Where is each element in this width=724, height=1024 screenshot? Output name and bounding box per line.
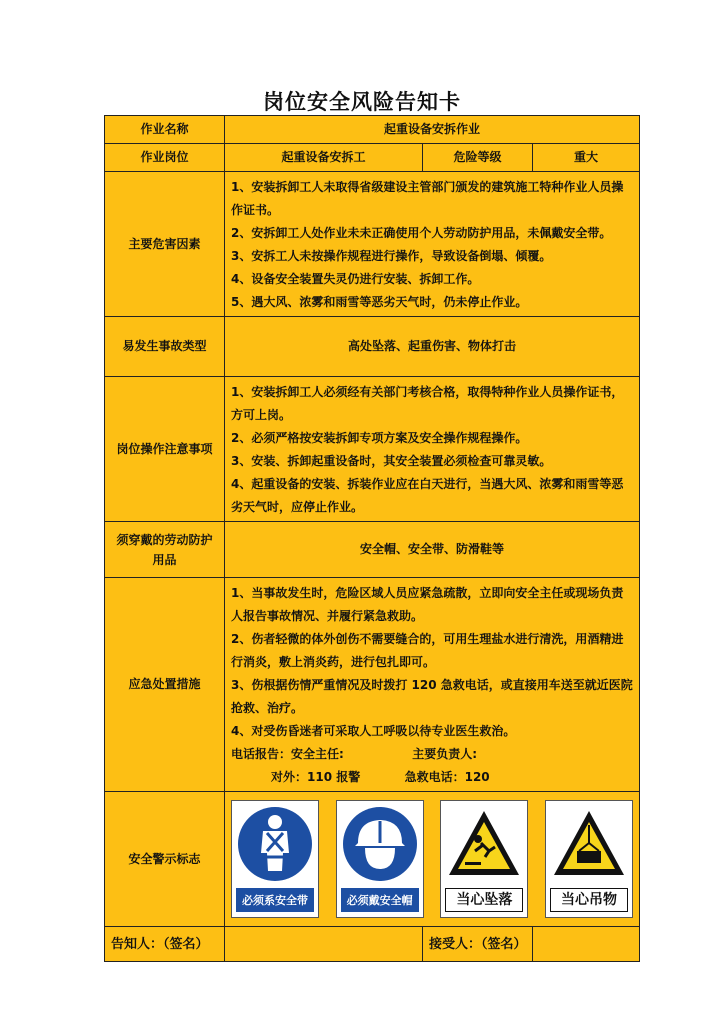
emergency-item: 1、当事故发生时，危险区域人员应紧急疏散，立即向安全主任或现场负责人报告事故情况、并履行紧急救助。 xyxy=(231,586,624,623)
signs-row xyxy=(105,792,640,927)
card-title: 岗位安全风险告知卡 xyxy=(263,90,461,114)
fall-warning-icon xyxy=(445,805,523,883)
first-aid-phone: 急救电话：120 xyxy=(404,770,490,784)
ppe-value: 安全帽、安全带、防滑鞋等 xyxy=(225,522,640,578)
caution-item: 4、起重设备的安装、拆装作业应在白天进行，当遇大风、浓雾和雨雪等恶劣天气时，应停止作业。 xyxy=(231,477,624,514)
sign-caption: 必须戴安全帽 xyxy=(341,888,419,912)
caution-item: 3、安装、拆卸起重设备时，其安全装置必须检查可靠灵敏。 xyxy=(231,454,552,468)
signs-strip xyxy=(225,800,639,918)
sign-helmet xyxy=(336,800,424,918)
sign-caption: 当心吊物 xyxy=(550,888,628,912)
signs-cell xyxy=(225,792,640,927)
emergency-item: 4、对受伤昏迷者可采取人工呼吸以待专业医生救治。 xyxy=(231,724,516,738)
sign-hanging-load xyxy=(545,800,633,918)
caution-item: 2、必须严格按安装拆卸专项方案及安全操作规程操作。 xyxy=(231,431,528,445)
sign-harness xyxy=(231,800,319,918)
emergency-item: 3、伤根据伤情严重情况及时拨打 120 急救电话，或直接用车送至就近医院抢救、治疗。 xyxy=(231,678,633,715)
risk-level-label: 危险等级 xyxy=(423,144,533,172)
signs-label: 安全警示标志 xyxy=(105,792,225,927)
emergency-list xyxy=(225,578,640,792)
hazard-item: 2、安拆卸工人处作业未未正确使用个人劳动防护用品，未佩戴安全带。 xyxy=(231,226,612,240)
external-phone: 对外：110 报警 xyxy=(271,770,361,784)
ppe-label: 须穿戴的劳动防护用品 xyxy=(105,522,225,578)
hazard-item: 3、安拆工人未按操作规程进行操作，导致设备倒塌、倾覆。 xyxy=(231,249,552,263)
receiver-signature-label: 接受人：（签名） xyxy=(423,927,533,962)
sign-caption: 必须系安全带 xyxy=(236,888,314,912)
emergency-item: 2、伤者轻微的体外创伤不需要缝合的，可用生理盐水进行清洗，用酒精进行消炎，敷上消炎药，进行包扎即可。 xyxy=(231,632,624,669)
caution-item: 1、安装拆卸工人必须经有关部门考核合格，取得特种作业人员操作证书，方可上岗。 xyxy=(231,385,624,422)
risk-card-table xyxy=(104,115,640,962)
informer-signature-label: 告知人：（签名） xyxy=(105,927,225,962)
main-person: 主要负责人: xyxy=(412,747,477,761)
cautions-list xyxy=(225,377,640,522)
hanging-load-warning-icon xyxy=(550,805,628,883)
sign-caption: 当心坠落 xyxy=(445,888,523,912)
emergency-row xyxy=(105,578,640,792)
phone-report: 电话报告：安全主任: xyxy=(231,747,344,761)
receiver-signature-field[interactable] xyxy=(533,927,640,962)
hazards-list xyxy=(225,172,640,317)
job-name-value: 起重设备安拆作业 xyxy=(225,116,640,144)
post-label: 作业岗位 xyxy=(105,144,225,172)
accident-row xyxy=(105,317,640,377)
signature-row xyxy=(105,927,640,962)
hazards-label: 主要危害因素 xyxy=(105,172,225,317)
job-name-row xyxy=(105,116,640,144)
sign-fall xyxy=(440,800,528,918)
accident-value: 高处坠落、起重伤害、物体打击 xyxy=(225,317,640,377)
post-value: 起重设备安拆工 xyxy=(225,144,423,172)
hazard-item: 4、设备安全装置失灵仍进行安装、拆卸工作。 xyxy=(231,272,480,286)
emergency-label: 应急处置措施 xyxy=(105,578,225,792)
job-name-label: 作业名称 xyxy=(105,116,225,144)
cautions-row xyxy=(105,377,640,522)
phone-numbers-line xyxy=(231,766,633,789)
risk-level-value: 重大 xyxy=(533,144,640,172)
phone-report-line xyxy=(231,743,633,766)
accident-label: 易发生事故类型 xyxy=(105,317,225,377)
ppe-row xyxy=(105,522,640,578)
hazard-item: 5、遇大风、浓雾和雨雪等恶劣天气时，仍未停止作业。 xyxy=(231,295,528,309)
hazard-item: 1、安装拆卸工人未取得省级建设主管部门颁发的建筑施工特种作业人员操作证书。 xyxy=(231,180,624,217)
cautions-label: 岗位操作注意事项 xyxy=(105,377,225,522)
informer-signature-field[interactable] xyxy=(225,927,423,962)
safety-harness-icon xyxy=(236,805,314,883)
hazards-row xyxy=(105,172,640,317)
post-row xyxy=(105,144,640,172)
helmet-icon xyxy=(341,805,419,883)
